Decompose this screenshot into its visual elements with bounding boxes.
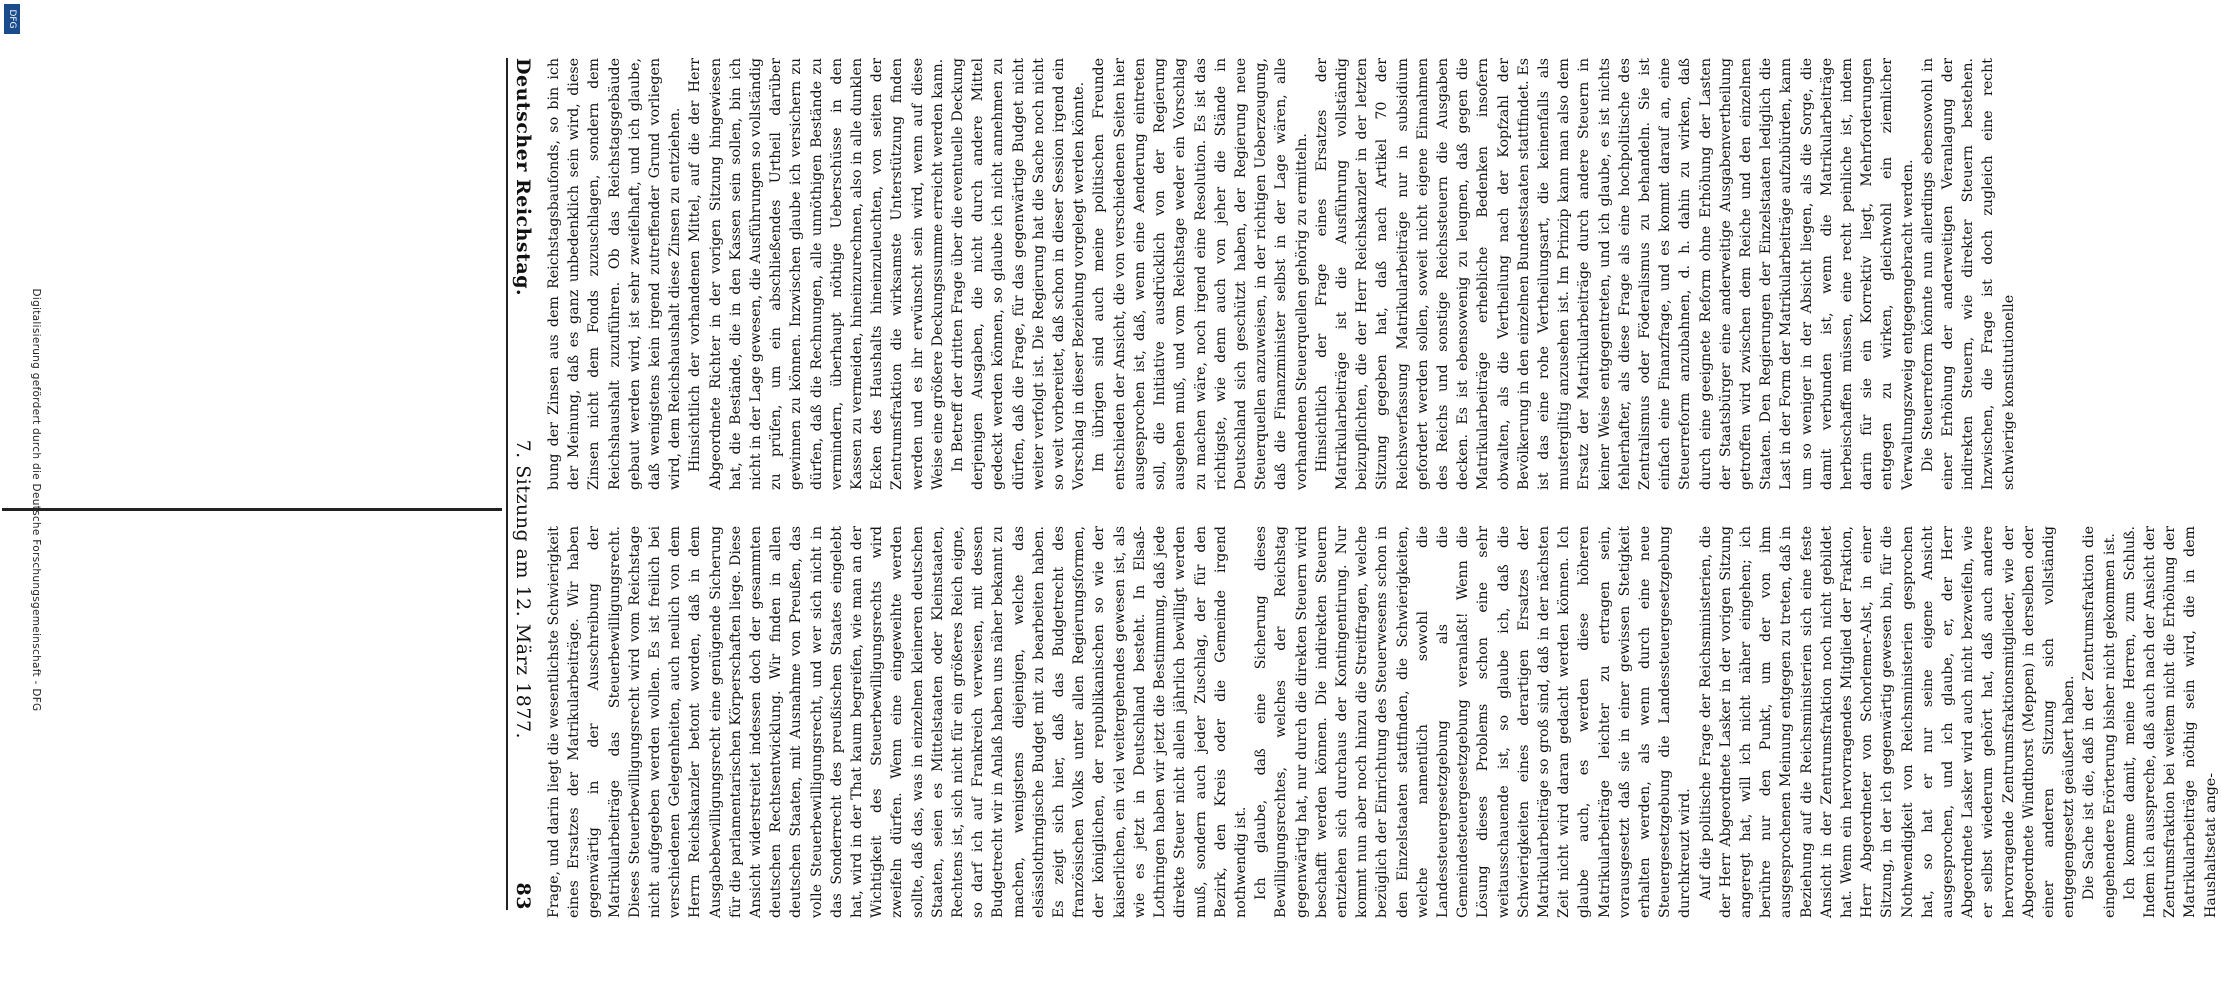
paragraph: Hinsichtlich der Frage eines Ersatzes der Matrikularbeiträge ist die Ausführung vollständig beizupflichten, die der Herr Reichskanzler in der letzten Sitzung gegeben hat, daß nach Artikel 70 der Reichsverfassung Matrikularbeiträge nur in subsidium gefordert werden sollen, soweit nicht eigene Einnahmen des Reichs und sonstige Reichssteuern die Ausgaben decken. Es ist ebensowenig zu leugnen, daß gegen die Matrikularbeiträge erhebliche Bedenken insofern obwalten, als die Vertheilung nach der Kopfzahl der Bevölkerung in den einzelnen Bundesstaaten stattfindet. Es ist das eine rohe Vertheilungsart, die keinenfalls als mustergiltig anzusehen ist. Im Prinzip kann man also dem Ersatz der Matrikularbeiträge durch andere Steuern in keiner Weise entgegentreten, und ich glaube, es ist nichts fehlerhafter, als diese Frage als eine hochpolitische des Zentralismus oder Föderalismus zu behandeln. Sie ist einfach eine Finanzfrage, und es kommt darauf an, eine Steuerreform anzubahnen, d. h. dahin zu wirken, daß durch eine geeignete Reform ohne Erhöhung der Lasten der Staatsbürger eine anderweitige Ausgabenvertheilung getroffen wird zwischen dem Reiche und den einzelnen Staaten. Den Regierungen der Einzelstaaten lediglich die Last in der Form der Matrikularbeiträge aufzubürden, kann um so weniger in der Absicht liegen, als die Sorge, die damit verbunden ist, wenn die Matrikularbeiträge herbeischaffen müssen, eine recht peinliche ist, indem darin für sie ein Korrektiv liegt, Mehrforderungen entgegen zu wirken, gleichwohl ein ziemlicher Verwaltungszweig entgegengebracht werden.: [1313, 58, 1916, 490]
paragraph: Hinsichtlich der vorhandenen Mittel, auf die der Herr Abgeordnete Richter in der vorigen Sitzung hingewiesen hat, die Bestände, die in den Kassen sein sollen, bin ich nicht in der Lage gewesen, die Ausführungen so vollständig zu prüfen, um ein abschließendes Urtheil darüber gewinnen zu können. Inzwischen glaube ich versichern zu dürfen, daß die Rechnungen, alle unnöthigen Bestände zu vermindern, überhaupt nöthige Ueberschüsse in den Kassen zu vermeiden, hineinzurechnen, also in alle dunklen Ecken des Haushalts hineinzuleuchten, von seiten der Zentrumsfraktion die wirksamste Unterstützung finden werden und es ihr erwünscht sein wird, wenn auf diese Weise eine größere Deckungssumme erreicht werden kann.: [687, 58, 946, 490]
paragraph: Auf die politische Frage der Reichsministerien, die der Herr Abgeordnete Lasker in der vorigen Sitzung angeregt hat, will ich nicht näher eingehen; ich berühre nur den Punkt, um der von ihm ausgesprochenen Meinung entgegen zu treten, daß in Beziehung auf die Reichsministerien sich eine feste Ansicht in der Zentrumsfraktion noch nicht gebildet hat. Wenn ein hervorragendes Mitglied der Fraktion, Herr Abgeordneter von Schorlemer-Alst, in einer Sitzung, in der ich gegenwärtig gewesen bin, für die Nothwendigkeit von Reichsministerien gesprochen hat, so hat er nur seine eigene Ansicht ausgesprochen, und ich glaube, er, der Herr Abgeordnete Lasker wird auch nicht bezweifeln, wie er selbst wiederum gehört hat, daß auch andere hervorragende Zentrumsfraktionsmitglieder, wie der Abgeordnete Windthorst (Meppen) in derselben oder einer anderen Sitzung sich vollständig entgegengesetzt geäußert haben.: [1697, 526, 2078, 918]
digitization-notice: Digitalisierung gefördert durch die Deutsche Forschungsgemeinschaft - DFG: [30, 288, 42, 712]
paragraph: Ich glaube, daß eine Sicherung dieses Bewilligungsrechtes, welches der Reichstag gegenwärtig hat, nur durch die direkten Steuern wird beschafft werden können. Die indirekten Steuern entziehen sich durchaus der Kontingentirung. Nur kommt nun aber noch hinzu die Streitfragen, welche bezüglich der Einrichtung des Steuerwesens schon in den Einzelstaaten stattfinden, die Schwierigkeiten, welche namentlich sowohl die Landessteuergesetzgebung als die Gemeindesteuergesetzgebung veranlaßt! Wenn die Lösung dieses Problems schon eine sehr weitausschauende ist, so glaube ich, daß die Schwierigkeiten eines derartigen Ersatzes der Matrikularbeiträge so groß sind, daß in der nächsten Zeit nicht wird daran gedacht werden können. Ich glaube auch, es werden diese höheren Matrikularbeiträge leichter zu ertragen sein, vorausgesetzt daß sie in einer gewissen Stetigkeit erhalten werden, als wenn durch eine neue Steuergesetzgebung die Landessteuergesetzgebung durchkreuzt wird.: [1253, 526, 1694, 918]
paragraph: Die Sache ist die, daß in der Zentrumsfraktion die eingehendere Erörterung bisher nicht gekommen ist.: [2081, 526, 2118, 918]
paragraph: Die Steuerreform könnte nun allerdings ebensowohl in einer Erhöhung der anderweitigen Veranlagung der indirekten Steuern, wie direkter Steuern bestehen. Inzwischen, die Frage ist doch zugleich eine recht schwierige konstitutionelle: [1919, 58, 2017, 490]
running-header: [512, 58, 534, 910]
paragraph: Im übrigen sind auch meine politischen Freunde entschieden der Ansicht, die von verschiedenen Seiten hier ausgesprochen ist, daß, wenn eine Aenderung eintreten soll, die Initiative ausdrücklich von der Regierung ausgehen muß, und vom Reichstage weder ein Vorschlag zu machen wäre, noch irgend eine Resolution. Es ist das richtigste, wie denn auch von jeher die Stände in Deutschland sich geschützt haben, der Regierung neue Steuerquellen anzuweisen, in der richtigen Ueberzeugung, daß die Finanzminister selbst in der Lage wären, alle vorhandenen Steuerquellen gehörig zu ermitteln.: [1091, 58, 1310, 490]
text-column-right: [544, 526, 2219, 918]
header-rule: [506, 58, 508, 910]
page-number: 83: [512, 882, 534, 910]
paragraph: Frage, und darin liegt die wesentlichste Schwierigkeit eines Ersatzes der Matrikularbeiträge. Wir haben gegenwärtig in der Ausschreibung der Matrikularbeiträge das Steuerbewilligungsrecht. Dieses Steuerbewilligungsrecht wird vom Reichstage nicht aufgegeben werden wollen. Es ist freilich bei verschiedenen Gelegenheiten, auch neulich von dem Herrn Reichskanzler betont worden, daß in dem Ausgabebewilligungsrecht eine genügende Sicherung für die parlamentarischen Körperschaften liege. Diese Ansicht widerstreitet indessen doch der gesammten deutschen Rechtsentwicklung. Wir finden in allen deutschen Staaten, mit Ausnahme von Preußen, das volle Steuerbewilligungsrecht, und wer sich nicht in das Sonderrecht des preußischen Staates eingelebt hat, wird in der That kaum begreifen, wie man an der Wichtigkeit des Steuerbewilligungsrechts wird zweifeln dürfen. Wenn eine eingeweihte werden sollte, daß das, was in einzelnen kleineren deutschen Staaten, seien es Mittelstaaten oder Kleinstaaten, Rechtens ist, sich nicht für ein größeres Reich eigne, so darf ich auf Frankreich verweisen, mit dessen Budgetrecht wir in Anlaß haben uns näher bekannt zu machen, wenigstens diejenigen, welche das elsässlothringische Budget mit zu bearbeiten haben. Es zeigt sich hier, daß das Budgetrecht des französischen Volks unter allen Regierungsformen, der königlichen, der republikanischen so wie der kaiserlichen, ein viel weitergehendes gewesen ist, als wie es jetzt in Deutschland besteht. In Elsaß-Lothringen haben wir jetzt die Bestimmung, daß jede direkte Steuer nicht allein jährlich bewilligt werden muß, sondern auch jeder Zuschlag, der für den Bezirk, den Kreis oder die Gemeinde irgend nothwendig ist.: [546, 526, 1249, 918]
paragraph: In Betreff der dritten Frage über die eventuelle Deckung derjenigen Ausgaben, die nicht durch andere Mittel gedeckt werden können, so glaube ich nicht annehmen zu dürfen, daß die Frage, für das gegenwärtige Budget nicht weiter verfolgt ist. Die Regierung hat die Sache noch nicht so weit vorbereitet, daß schon in dieser Session irgend ein Vorschlag in dieser Beziehung vorgelegt werden könnte.: [950, 58, 1088, 490]
header-session: 7. Sitzung am 12. März 1877.: [512, 439, 534, 740]
text-column-left: [544, 58, 2017, 490]
dfg-logo: DFG: [4, 4, 20, 34]
paragraph: Ich komme damit, meine Herren, zum Schluß. Indem ich ausspreche, daß auch nach der Ansicht der Zentrumsfraktion bei weitem nicht die Erhöhung der Matrikularbeiträge nöthig sein wird, die in dem Haushaltsetat ange-: [2121, 526, 2219, 918]
header-title: Deutscher Reichstag.: [512, 58, 534, 297]
column-divider: [2, 508, 502, 511]
paragraph: bung der Zinsen aus dem Reichstagsbaufonds, so bin ich der Meinung, daß es ganz unbedenklich sein wird, diese Zinsen nicht dem Fonds zuzuschlagen, sondern dem Reichshaushalt zuzuführen. Ob das Reichstagsgebäude gebaut werden wird, ist sehr zweifelhaft, und ich glaube, daß wenigstens kein irgend zutreffender Grund vorliegen wird, dem Reichshaushalt diese Zinsen zu entziehen.: [546, 58, 684, 490]
